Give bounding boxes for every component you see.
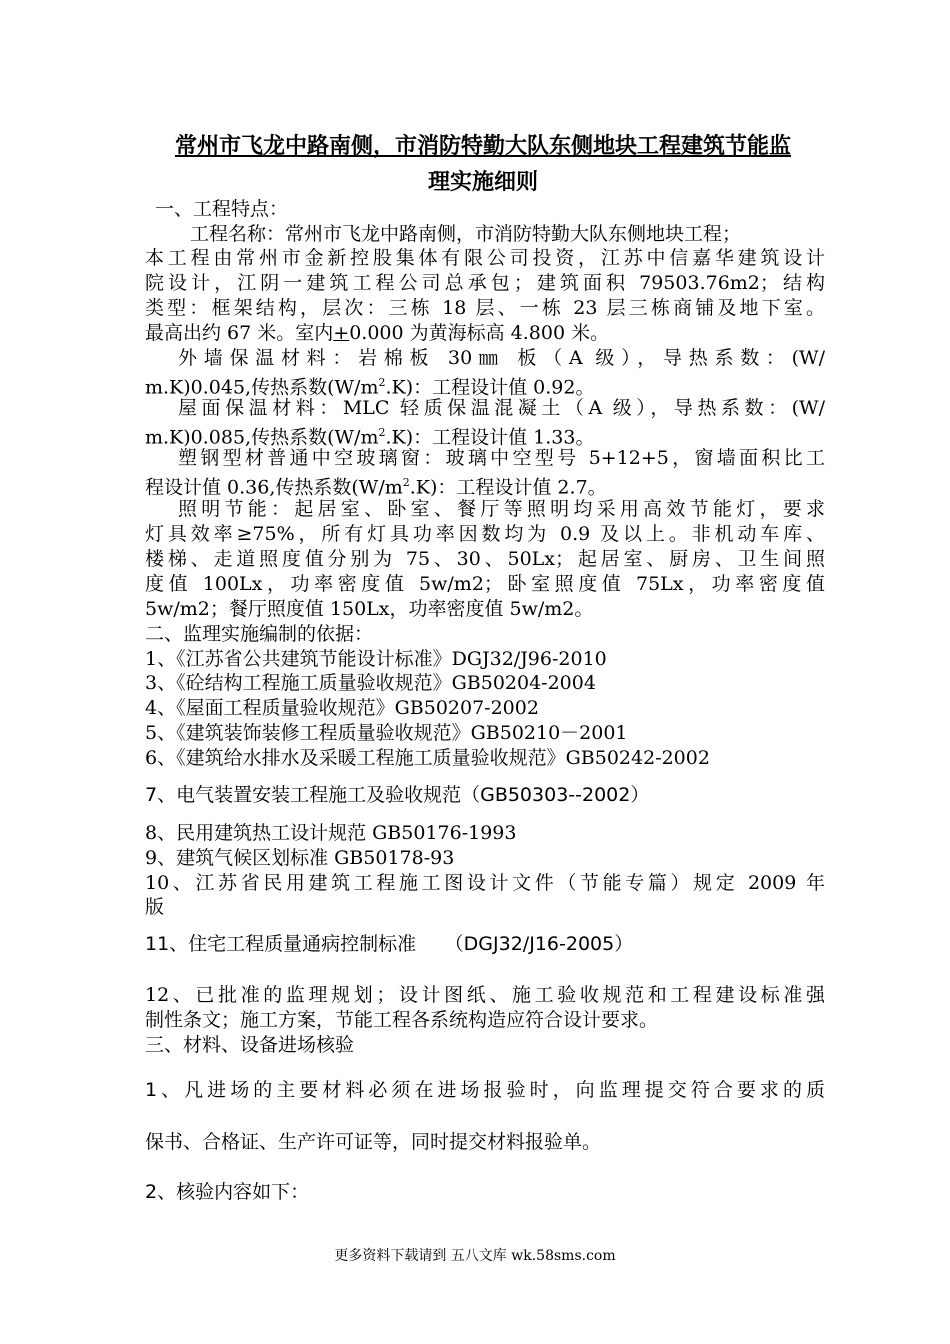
reference-item: 6、《建筑给水排水及采暖工程施工质量验收规范》GB50242-2002 — [145, 747, 710, 769]
footer-note: 更多资料下载请到 五八文库 wk.58sms.com — [334, 1248, 616, 1264]
document-title — [120, 128, 846, 200]
reference-item: 5、《建筑装饰装修工程质量验收规范》GB50210－2001 — [145, 722, 628, 744]
reference-item: 1、《江苏省公共建筑节能设计标准》DGJ32/J96-2010 — [145, 648, 607, 670]
p4-line-2: 程设计值 0.36,传热系数$(W/m^2.K)$：工程设计值 2.7。 — [145, 476, 607, 499]
reference-item: 3、《砼结构工程施工质量验收规范》GB50204-2004 — [145, 672, 596, 694]
section-2-heading: 二、监理实施编制的依据： — [145, 623, 374, 645]
p5-line-3: 楼梯、走道照度值分别为 75、30、50Lx；起居室、厨房、卫生间照 — [145, 548, 825, 570]
p1-line-4: 类型：框架结构，层次：三栋 18 层、一栋 23 层三栋商铺及地下室。 — [145, 297, 825, 319]
p3-line-1: 屋面保温材料：MLC 轻质保温混凝土（A 级），导热系数：(W/ — [178, 397, 825, 419]
title-line-1: 常州市飞龙中路南侧，市消防特勤大队东侧地块工程建筑节能监 — [174, 133, 791, 159]
p1-line-2: 本工程由常州市金新控股集体有限公司投资，江苏中信嘉华建筑设计 — [145, 247, 825, 269]
reference-item-9: 9、建筑气候区划标准 GB50178-93 — [145, 847, 455, 869]
reference-item-10-line-1: 10、江苏省民用建筑工程施工图设计文件（节能专篇）规定 2009 年 — [145, 872, 825, 894]
reference-item-7: 7、电气装置安装工程施工及验收规范（GB50303--2002） — [145, 784, 650, 806]
p1-line-5: 最高出约 67 米。室内+0.000 为黄海标高 4.800 米。 — [145, 322, 610, 344]
plus-minus-sign: + — [333, 322, 350, 344]
reference-item-10-line-2: 版 — [145, 896, 165, 918]
reference-item-12-line-2: 制性条文；施工方案，节能工程各系统构造应符合设计要求。 — [145, 1009, 659, 1031]
s3-paragraph-2: 2、核验内容如下： — [145, 1181, 310, 1203]
p2-line-1: 外墙保温材料：岩棉板 30㎜ 板（A 级），导热系数：(W/ — [178, 347, 825, 369]
title-line-2: 理实施细则 — [427, 169, 538, 195]
p5-line-5: 5w/m2；餐厅照度值 150Lx，功率密度值 5w/m2。 — [145, 598, 594, 620]
section-1-heading: 一、工程特点： — [155, 198, 289, 220]
p1-line-1: 工程名称：常州市飞龙中路南侧，市消防特勤大队东侧地块工程； — [190, 223, 742, 245]
p2-line-2: m.K)0.045,传热系数$(W/m^2.K)$：工程设计值 0.92。 — [145, 376, 595, 399]
s3-paragraph-1-line-2: 保书、合格证、生产许可证等，同时提交材料报验单。 — [145, 1131, 602, 1153]
reference-item-12-line-1: 12、已批准的监理规划；设计图纸、施工验收规范和工程建设标准强 — [145, 984, 825, 1006]
p3-line-2: m.K)0.085,传热系数$(W/m^2.K)$：工程设计值 1.33。 — [145, 426, 595, 449]
section-3-heading: 三、材料、设备进场核验 — [145, 1034, 355, 1056]
reference-item-11: 11、住宅工程质量通病控制标准 （DGJ32/J16-2005） — [145, 933, 634, 955]
p5-line-1: 照明节能：起居室、卧室、餐厅等照明均采用高效节能灯，要求 — [178, 498, 825, 520]
reference-item-8: 8、民用建筑热工设计规范 GB50176-1993 — [145, 822, 517, 844]
s3-paragraph-1-line-1: 1、凡进场的主要材料必须在进场报验时，向监理提交符合要求的质 — [145, 1079, 825, 1101]
reference-item: 4、《屋面工程质量验收规范》GB50207-2002 — [145, 697, 539, 719]
p5-line-2: 灯具效率≥75%，所有灯具功率因数均为 0.9 及以上。非机动车库、 — [145, 523, 825, 545]
p5-line-4: 度值 100Lx，功率密度值 5w/m2；卧室照度值 75Lx，功率密度值 — [145, 573, 825, 595]
p1-line-3: 院设计，江阴一建筑工程公司总承包；建筑面积 79503.76m2；结构 — [145, 272, 825, 294]
p4-line-1: 塑钢型材普通中空玻璃窗：玻璃中空型号 5+12+5，窗墙面积比工 — [178, 447, 825, 469]
